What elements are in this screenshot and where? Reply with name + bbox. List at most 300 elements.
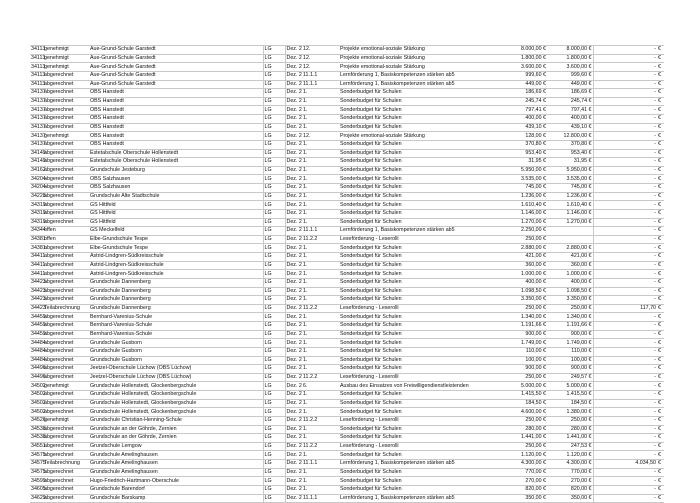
cell-region: LG xyxy=(263,296,285,305)
cell-currency: € xyxy=(657,184,664,193)
cell-amount: 900,00 € xyxy=(484,365,547,374)
cell-id: 34538 xyxy=(31,425,46,432)
cell-id: 34137 xyxy=(31,132,46,139)
cell-measure: Lernförderung 1, Basiskompetenzen stärken ab5 xyxy=(339,494,484,503)
cell-measure: Sonderbudget für Schulen xyxy=(339,296,484,305)
cell-rest: - xyxy=(593,80,657,89)
cell-region: LG xyxy=(263,158,285,167)
cell-amount: 100,00 € xyxy=(484,356,547,365)
cell-rest: - xyxy=(593,339,657,348)
cell-currency: € xyxy=(657,209,664,218)
cell-status: Teilabrechnung xyxy=(43,304,89,313)
cell-dez: Dez. 2 xyxy=(286,356,302,363)
cell-currency: € xyxy=(657,244,664,253)
cell-rest: - xyxy=(593,494,657,503)
cell-region: LG xyxy=(263,278,285,287)
cell-school: OBS Salzhausen xyxy=(89,184,263,193)
cell-id: 34496 xyxy=(31,374,46,381)
cell-status: genehmigt xyxy=(43,63,89,72)
cell-amount: 186,69 € xyxy=(484,89,547,98)
cell-currency: € xyxy=(657,201,664,210)
cell-dez: Dez. 2 xyxy=(286,201,302,208)
cell-amount: 1.610,40 € xyxy=(484,201,547,210)
cell-amount: 1.340,00 € xyxy=(484,313,547,322)
cell-measure: Sonderbudget für Schulen xyxy=(339,106,484,115)
cell-status: abgerechnet xyxy=(43,347,89,356)
cell-rest: - xyxy=(593,209,657,218)
cell-dez: Dez. 2 xyxy=(286,227,302,234)
cell-dez: Dez. 2 xyxy=(286,72,302,79)
table-row xyxy=(30,270,664,279)
cell-paid: 400,00 € xyxy=(547,278,593,287)
cell-currency: € xyxy=(657,296,664,305)
cell-rest: - xyxy=(593,201,657,210)
cell-status: abgerechnet xyxy=(43,158,89,167)
cell-measure: Sonderbudget für Schulen xyxy=(339,201,484,210)
cell-measure: Sonderbudget für Schulen xyxy=(339,192,484,201)
cell-region: LG xyxy=(263,365,285,374)
cell-rest: - xyxy=(593,253,657,262)
cell-rest: - xyxy=(593,425,657,434)
cell-currency: € xyxy=(657,71,664,80)
cell-rest: - xyxy=(593,166,657,175)
cell-paid: 360,00 € xyxy=(547,261,593,270)
cell-dez: Dez. 2 xyxy=(286,477,302,484)
cell-status: offen xyxy=(43,235,89,244)
cell-id: 34484 xyxy=(31,339,46,346)
cell-status: abgerechnet xyxy=(43,442,89,451)
cell-measure: Sonderbudget für Schulen xyxy=(339,253,484,262)
cell-measure: Lernförderung 1, Basiskompetenzen stärken ab5 xyxy=(339,71,484,80)
cell-nr: 1. xyxy=(302,201,339,210)
cell-status: abgerechnet xyxy=(43,278,89,287)
table-row xyxy=(30,296,664,305)
cell-status: abgerechnet xyxy=(43,166,89,175)
cell-paid: 1.098,50 € xyxy=(547,287,593,296)
cell-status: abgerechnet xyxy=(43,494,89,503)
cell-rest: - xyxy=(593,115,657,124)
cell-currency: € xyxy=(657,313,664,322)
cell-nr: 1. xyxy=(302,296,339,305)
cell-region: LG xyxy=(263,209,285,218)
cell-currency: € xyxy=(657,451,664,460)
table-row xyxy=(30,304,664,313)
cell-currency: € xyxy=(657,416,664,425)
cell-paid: 1.415,50 € xyxy=(547,391,593,400)
data-table xyxy=(30,45,664,503)
cell-amount: 31,95 € xyxy=(484,158,547,167)
table-row xyxy=(30,347,664,356)
cell-currency: € xyxy=(657,227,664,236)
cell-status: abgerechnet xyxy=(43,356,89,365)
cell-measure: Sonderbudget für Schulen xyxy=(339,166,484,175)
cell-status: abgerechnet xyxy=(43,80,89,89)
cell-id: 34319 xyxy=(31,218,46,225)
cell-paid: 4.300,00 € xyxy=(547,460,593,469)
cell-rest: - xyxy=(593,399,657,408)
cell-id: 34137 xyxy=(31,106,46,113)
cell-region: LG xyxy=(263,442,285,451)
cell-school: Bernhard-Varenius-Schule xyxy=(89,330,263,339)
cell-status: Teilabrechnung xyxy=(43,460,89,469)
cell-school: Grundschule Jesteburg xyxy=(89,166,263,175)
cell-id: 34113 xyxy=(31,63,46,70)
cell-paid: 8.000,00 € xyxy=(547,46,593,55)
cell-nr: 1. xyxy=(302,434,339,443)
cell-currency: € xyxy=(657,356,664,365)
cell-rest: - xyxy=(593,382,657,391)
cell-school: GS Hittfeld xyxy=(89,201,263,210)
cell-region: LG xyxy=(263,80,285,89)
cell-currency: € xyxy=(657,89,664,98)
cell-measure: Sonderbudget für Schulen xyxy=(339,140,484,149)
cell-id: 34629 xyxy=(31,494,46,501)
cell-school: Grundschule Barendorf xyxy=(89,485,263,494)
cell-id: 34137 xyxy=(31,141,46,148)
cell-school: Grundschule Hollenstedt, Glockenbergschule xyxy=(89,408,263,417)
cell-paid: 5.000,00 € xyxy=(547,382,593,391)
cell-dez: Dez. 2 xyxy=(286,149,302,156)
cell-measure: Lernförderung 1, Basiskompetenzen stärken ab5 xyxy=(339,227,484,236)
cell-amount: 270,00 € xyxy=(484,477,547,486)
cell-region: LG xyxy=(263,382,285,391)
cell-nr: 1. xyxy=(302,123,339,132)
cell-currency: € xyxy=(657,330,664,339)
cell-dez: Dez. 2 xyxy=(286,451,302,458)
cell-id: 34319 xyxy=(31,210,46,217)
cell-dez: Dez. 2 xyxy=(286,313,302,320)
cell-dez: Dez. 2 xyxy=(286,374,302,381)
table-row xyxy=(30,106,664,115)
cell-dez: Dez. 2 xyxy=(286,348,302,355)
cell-region: LG xyxy=(263,408,285,417)
cell-paid: 100,00 € xyxy=(547,356,593,365)
table-row xyxy=(30,391,664,400)
cell-rest: - xyxy=(593,347,657,356)
cell-nr: 11.1.1 xyxy=(302,80,339,89)
cell-status: genehmigt xyxy=(43,416,89,425)
table-row xyxy=(30,278,664,287)
cell-status: abgerechnet xyxy=(43,322,89,331)
cell-nr: 1. xyxy=(302,244,339,253)
cell-region: LG xyxy=(263,97,285,106)
cell-nr: 1. xyxy=(302,485,339,494)
cell-status: abgerechnet xyxy=(43,184,89,193)
cell-paid: 900,00 € xyxy=(547,330,593,339)
cell-rest: - xyxy=(593,468,657,477)
cell-dez: Dez. 2 xyxy=(286,339,302,346)
cell-id: 34575 xyxy=(31,451,46,458)
cell-dez: Dez. 2 xyxy=(286,132,302,139)
cell-dez: Dez. 2 xyxy=(286,305,302,312)
cell-id: 34484 xyxy=(31,348,46,355)
cell-amount: 280,00 € xyxy=(484,425,547,434)
cell-measure: Leseförderung - Leserolli xyxy=(339,373,484,382)
cell-nr: 12. xyxy=(302,54,339,63)
table-row xyxy=(30,227,664,236)
cell-region: LG xyxy=(263,494,285,503)
cell-id: 34502 xyxy=(31,382,46,389)
cell-region: LG xyxy=(263,244,285,253)
cell-amount: 400,00 € xyxy=(484,278,547,287)
cell-measure: Leseförderung - Leserolli xyxy=(339,304,484,313)
cell-paid: 270,00 € xyxy=(547,477,593,486)
cell-dez: Dez. 2 xyxy=(286,63,302,70)
cell-school: Grundschule Hollenstedt, Glockenbergschule xyxy=(89,399,263,408)
table-row xyxy=(30,201,664,210)
cell-dez: Dez. 2 xyxy=(286,54,302,61)
cell-amount: 2.880,00 € xyxy=(484,244,547,253)
cell-measure: Sonderbudget für Schulen xyxy=(339,347,484,356)
table-row xyxy=(30,313,664,322)
cell-rest: - xyxy=(593,218,657,227)
cell-rest: - xyxy=(593,71,657,80)
table-row xyxy=(30,166,664,175)
cell-amount: 4.600,00 € xyxy=(484,408,547,417)
cell-amount: 3.535,00 € xyxy=(484,175,547,184)
cell-region: LG xyxy=(263,468,285,477)
cell-nr: 1. xyxy=(302,425,339,434)
cell-rest: - xyxy=(593,356,657,365)
table-row xyxy=(30,184,664,193)
cell-amount: 439,10 € xyxy=(484,123,547,132)
cell-rest: - xyxy=(593,184,657,193)
cell-school: OBS Hanstedt xyxy=(89,89,263,98)
cell-rest: - xyxy=(593,330,657,339)
cell-school: Estetalschule Oberschule Hollenstedt xyxy=(89,149,263,158)
cell-amount: 900,00 € xyxy=(484,330,547,339)
cell-paid: 110,00 € xyxy=(547,347,593,356)
cell-id: 34423 xyxy=(31,305,46,312)
cell-id: 34149 xyxy=(31,158,46,165)
cell-region: LG xyxy=(263,235,285,244)
table-row xyxy=(30,97,664,106)
cell-region: LG xyxy=(263,330,285,339)
cell-nr: 11.2.2 xyxy=(302,442,339,451)
cell-paid: 2.880,00 € xyxy=(547,244,593,253)
table-row xyxy=(30,373,664,382)
cell-school: Jeetzel-Oberschule Lüchow (OBS Lüchow) xyxy=(89,373,263,382)
cell-currency: € xyxy=(657,373,664,382)
cell-region: LG xyxy=(263,140,285,149)
cell-region: LG xyxy=(263,184,285,193)
cell-id: 34149 xyxy=(31,149,46,156)
cell-nr: 1. xyxy=(302,408,339,417)
cell-paid: 1.146,00 € xyxy=(547,209,593,218)
cell-paid: 1.610,40 € xyxy=(547,201,593,210)
cell-id: 34423 xyxy=(31,279,46,286)
cell-paid: 953,40 € xyxy=(547,149,593,158)
cell-status: abgerechnet xyxy=(43,201,89,210)
cell-paid: 1.000,00 € xyxy=(547,270,593,279)
cell-rest: - xyxy=(593,54,657,63)
cell-measure: Sonderbudget für Schulen xyxy=(339,322,484,331)
cell-school: OBS Hanstedt xyxy=(89,106,263,115)
cell-currency: € xyxy=(657,235,664,244)
cell-amount: 745,00 € xyxy=(484,184,547,193)
cell-id: 34113 xyxy=(31,80,46,87)
cell-paid: 3.350,00 € xyxy=(547,296,593,305)
cell-school: Grundschule Hollenstedt, Glockenbergschule xyxy=(89,382,263,391)
cell-status: abgerechnet xyxy=(43,313,89,322)
cell-measure: Sonderbudget für Schulen xyxy=(339,184,484,193)
cell-region: LG xyxy=(263,71,285,80)
cell-currency: € xyxy=(657,365,664,374)
cell-currency: € xyxy=(657,408,664,417)
cell-currency: € xyxy=(657,218,664,227)
cell-currency: € xyxy=(657,468,664,477)
cell-region: LG xyxy=(263,391,285,400)
cell-amount: 250,00 € xyxy=(484,373,547,382)
cell-id: 34459 xyxy=(31,330,46,337)
cell-dez: Dez. 2 xyxy=(286,382,302,389)
cell-school: Grundschule Christian-Henning-Schule xyxy=(89,416,263,425)
cell-measure: Projekte emotional-soziale Stärkung xyxy=(339,46,484,55)
cell-paid: 745,00 € xyxy=(547,184,593,193)
cell-status: abgerechnet xyxy=(43,97,89,106)
cell-amount: 370,80 € xyxy=(484,140,547,149)
cell-school: GS Hittfeld xyxy=(89,218,263,227)
table-row xyxy=(30,485,664,494)
cell-paid xyxy=(547,235,593,244)
cell-region: LG xyxy=(263,304,285,313)
cell-amount: 1.270,00 € xyxy=(484,218,547,227)
table-row xyxy=(30,218,664,227)
cell-measure: Sonderbudget für Schulen xyxy=(339,175,484,184)
cell-amount: 3.600,00 € xyxy=(484,63,547,72)
cell-nr: 11.1.1 xyxy=(302,227,339,236)
cell-region: LG xyxy=(263,313,285,322)
cell-region: LG xyxy=(263,477,285,486)
cell-currency: € xyxy=(657,425,664,434)
cell-measure: Sonderbudget für Schulen xyxy=(339,399,484,408)
cell-currency: € xyxy=(657,442,664,451)
cell-rest: - xyxy=(593,63,657,72)
cell-status: abgerechnet xyxy=(43,270,89,279)
table-row xyxy=(30,140,664,149)
cell-amount: 250,00 € xyxy=(484,442,547,451)
cell-status: abgerechnet xyxy=(43,373,89,382)
cell-status: abgerechnet xyxy=(43,339,89,348)
cell-status: abgerechnet xyxy=(43,209,89,218)
cell-dez: Dez. 2 xyxy=(286,322,302,329)
cell-paid: 900,00 € xyxy=(547,365,593,374)
cell-amount: 245,74 € xyxy=(484,97,547,106)
cell-rest: - xyxy=(593,365,657,374)
cell-school: Grundschule Lemgow xyxy=(89,442,263,451)
cell-amount: 1.749,00 € xyxy=(484,339,547,348)
cell-id: 34484 xyxy=(31,356,46,363)
cell-nr: 1. xyxy=(302,97,339,106)
cell-nr: 1. xyxy=(302,192,339,201)
cell-status: abgerechnet xyxy=(43,261,89,270)
cell-nr: 1. xyxy=(302,347,339,356)
cell-dez: Dez. 2 xyxy=(286,399,302,406)
cell-paid: 1.120,00 € xyxy=(547,451,593,460)
cell-measure: Sonderbudget für Schulen xyxy=(339,451,484,460)
cell-amount: 797,41 € xyxy=(484,106,547,115)
cell-measure: Sonderbudget für Schulen xyxy=(339,313,484,322)
cell-status: abgerechnet xyxy=(43,408,89,417)
cell-paid: 449,00 € xyxy=(547,80,593,89)
cell-dez: Dez. 2 xyxy=(286,192,302,199)
cell-school: Astrid-Lindgren-Südkreisschule xyxy=(89,270,263,279)
cell-nr: 1. xyxy=(302,115,339,124)
cell-id: 34605 xyxy=(31,486,46,493)
cell-status: genehmigt xyxy=(43,54,89,63)
cell-paid: 350,00 € xyxy=(547,494,593,503)
table-row xyxy=(30,63,664,72)
cell-amount: 1.236,00 € xyxy=(484,192,547,201)
cell-rest: 4.034,50 xyxy=(593,460,657,469)
table-body xyxy=(30,46,664,503)
cell-nr: 6. xyxy=(302,382,339,391)
cell-id: 34113 xyxy=(31,46,46,53)
cell-paid: 249,57 € xyxy=(547,373,593,382)
cell-measure: Projekte emotional-soziale Stärkung xyxy=(339,63,484,72)
cell-paid: 1.749,00 € xyxy=(547,339,593,348)
cell-dez: Dez. 2 xyxy=(286,167,302,174)
cell-amount: 770,00 € xyxy=(484,468,547,477)
cell-status: abgerechnet xyxy=(43,218,89,227)
cell-rest: - xyxy=(593,192,657,201)
cell-dez: Dez. 2 xyxy=(286,391,302,398)
cell-measure: Lernförderung 1, Basiskompetenzen stärken ab5 xyxy=(339,80,484,89)
cell-measure: Sonderbudget für Schulen xyxy=(339,485,484,494)
cell-school: Aue-Grund-Schule Garstedt xyxy=(89,54,263,63)
cell-measure: Sonderbudget für Schulen xyxy=(339,270,484,279)
cell-measure: Sonderbudget für Schulen xyxy=(339,339,484,348)
cell-measure: Sonderbudget für Schulen xyxy=(339,115,484,124)
cell-dez: Dez. 2 xyxy=(286,287,302,294)
cell-measure: Sonderbudget für Schulen xyxy=(339,391,484,400)
cell-measure: Leseförderung - Leserolli xyxy=(339,235,484,244)
cell-id: 34496 xyxy=(31,365,46,372)
cell-paid: 820,00 € xyxy=(547,485,593,494)
cell-paid: 1.236,00 € xyxy=(547,192,593,201)
cell-id: 34502 xyxy=(31,399,46,406)
cell-school: OBS Hanstedt xyxy=(89,140,263,149)
cell-measure: Sonderbudget für Schulen xyxy=(339,330,484,339)
cell-status: abgerechnet xyxy=(43,140,89,149)
cell-currency: € xyxy=(657,399,664,408)
cell-school: Bernhard-Varenius-Schule xyxy=(89,313,263,322)
cell-currency: € xyxy=(657,166,664,175)
cell-nr: 1. xyxy=(302,218,339,227)
cell-id: 34502 xyxy=(31,391,46,398)
cell-status: genehmigt xyxy=(43,132,89,141)
cell-measure: Projekte emotional-soziale Stärkung xyxy=(339,132,484,141)
table-row xyxy=(30,261,664,270)
cell-currency: € xyxy=(657,494,664,503)
cell-nr: 12. xyxy=(302,63,339,72)
cell-status: abgerechnet xyxy=(43,244,89,253)
cell-rest: - xyxy=(593,391,657,400)
cell-nr: 1. xyxy=(302,356,339,365)
cell-rest: - xyxy=(593,227,657,236)
cell-measure: Sonderbudget für Schulen xyxy=(339,261,484,270)
cell-id: 34411 xyxy=(31,253,46,260)
cell-paid: 1.340,00 € xyxy=(547,313,593,322)
cell-currency: € xyxy=(657,347,664,356)
cell-paid: 3.600,00 € xyxy=(547,63,593,72)
table-row xyxy=(30,115,664,124)
cell-nr: 11.2.2 xyxy=(302,304,339,313)
cell-dez: Dez. 2 xyxy=(286,98,302,105)
cell-id: 34411 xyxy=(31,261,46,268)
cell-region: LG xyxy=(263,373,285,382)
cell-amount: 953,40 € xyxy=(484,149,547,158)
